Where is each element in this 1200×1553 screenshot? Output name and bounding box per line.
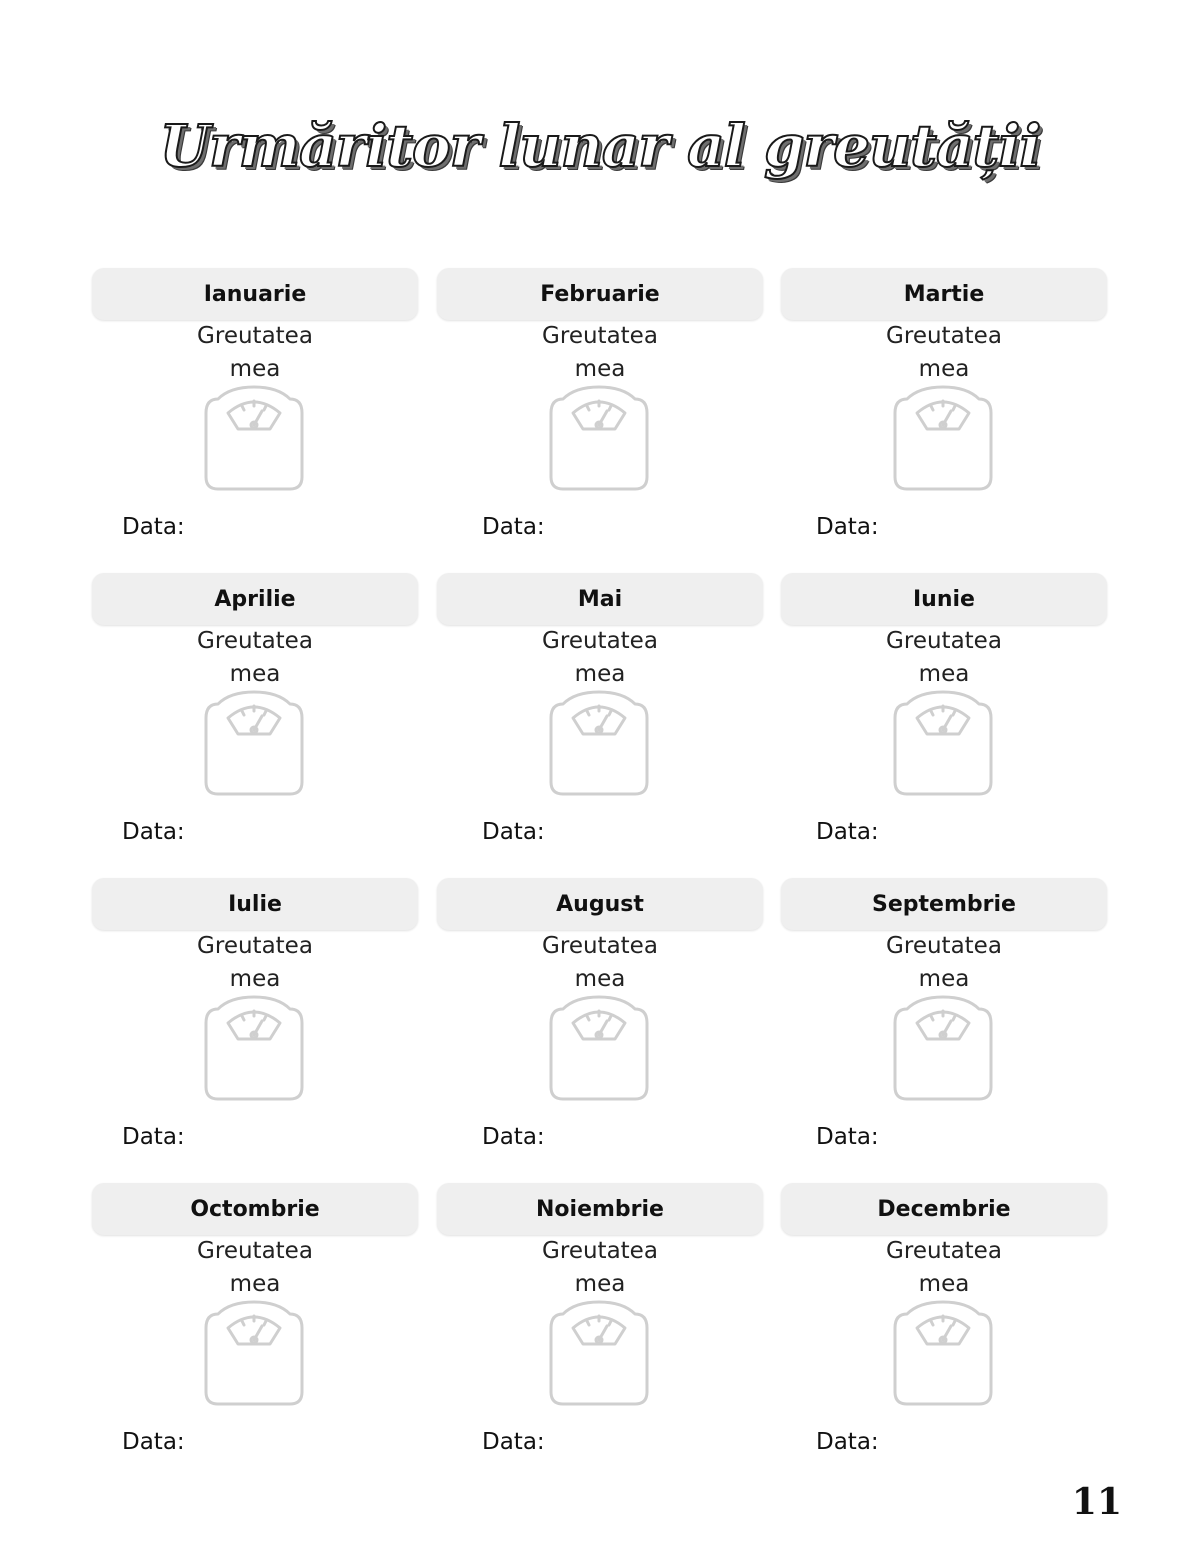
month-header: Aprilie [92, 573, 418, 625]
page-number: 11 [1071, 1481, 1122, 1523]
date-field[interactable]: Data: [482, 819, 545, 845]
month-card [781, 1183, 1111, 1483]
weight-label-line1: Greutatea [542, 628, 658, 654]
weight-label [781, 1235, 1107, 1301]
weight-label-line2: mea [574, 1271, 626, 1297]
date-field[interactable]: Data: [816, 1429, 879, 1455]
weighing-scale-icon [202, 1300, 306, 1406]
month-card [437, 268, 767, 568]
month-header: Iulie [92, 878, 418, 930]
weight-label [781, 320, 1107, 386]
date-field[interactable]: Data: [122, 1124, 185, 1150]
date-field[interactable]: Data: [482, 1429, 545, 1455]
weight-label-line2: mea [229, 1271, 281, 1297]
month-card [781, 573, 1111, 873]
weight-label-line2: mea [574, 356, 626, 382]
month-header: Mai [437, 573, 763, 625]
weight-label [437, 320, 763, 386]
date-field[interactable]: Data: [122, 514, 185, 540]
page-title: Urmăritor lunar al greutății [159, 112, 1041, 180]
month-header: Martie [781, 268, 1107, 320]
weight-label [92, 1235, 418, 1301]
date-field[interactable]: Data: [482, 1124, 545, 1150]
weight-label-line2: mea [918, 356, 970, 382]
month-header: Septembrie [781, 878, 1107, 930]
weight-label [437, 930, 763, 996]
month-header: Februarie [437, 268, 763, 320]
month-card [92, 268, 422, 568]
weight-label [437, 625, 763, 691]
weighing-scale-icon [891, 995, 995, 1101]
weight-label-line2: mea [918, 1271, 970, 1297]
weighing-scale-icon [547, 1300, 651, 1406]
month-card [92, 573, 422, 873]
weighing-scale-icon [891, 690, 995, 796]
month-header: Ianuarie [92, 268, 418, 320]
weight-label-line1: Greutatea [197, 628, 313, 654]
weight-label [92, 930, 418, 996]
weight-label-line1: Greutatea [197, 323, 313, 349]
month-card [781, 268, 1111, 568]
weight-label-line1: Greutatea [886, 1238, 1002, 1264]
weight-label-line1: Greutatea [886, 933, 1002, 959]
month-card [781, 878, 1111, 1178]
weight-label-line1: Greutatea [542, 1238, 658, 1264]
weight-label-line1: Greutatea [197, 933, 313, 959]
date-field[interactable]: Data: [122, 819, 185, 845]
weighing-scale-icon [547, 995, 651, 1101]
weight-label-line2: mea [574, 966, 626, 992]
weighing-scale-icon [891, 1300, 995, 1406]
weight-label-line1: Greutatea [197, 1238, 313, 1264]
weight-label-line2: mea [918, 661, 970, 687]
weighing-scale-icon [202, 385, 306, 491]
month-header: Octombrie [92, 1183, 418, 1235]
month-header: Decembrie [781, 1183, 1107, 1235]
weight-label-line2: mea [229, 356, 281, 382]
month-card [437, 1183, 767, 1483]
date-field[interactable]: Data: [816, 514, 879, 540]
weight-label [437, 1235, 763, 1301]
weight-label-line1: Greutatea [542, 323, 658, 349]
weighing-scale-icon [547, 385, 651, 491]
date-field[interactable]: Data: [482, 514, 545, 540]
weight-label-line2: mea [918, 966, 970, 992]
month-header: August [437, 878, 763, 930]
weight-label-line2: mea [229, 966, 281, 992]
weighing-scale-icon [547, 690, 651, 796]
date-field[interactable]: Data: [816, 1124, 879, 1150]
month-header: Noiembrie [437, 1183, 763, 1235]
weighing-scale-icon [202, 690, 306, 796]
weighing-scale-icon [202, 995, 306, 1101]
date-field[interactable]: Data: [816, 819, 879, 845]
date-field[interactable]: Data: [122, 1429, 185, 1455]
weight-label-line1: Greutatea [886, 628, 1002, 654]
weight-label [781, 625, 1107, 691]
weight-label-line2: mea [229, 661, 281, 687]
month-card [437, 878, 767, 1178]
weight-label [92, 320, 418, 386]
weight-label-line2: mea [574, 661, 626, 687]
weight-label [781, 930, 1107, 996]
month-card [92, 878, 422, 1178]
weight-label [92, 625, 418, 691]
month-header: Iunie [781, 573, 1107, 625]
month-card [437, 573, 767, 873]
weighing-scale-icon [891, 385, 995, 491]
weight-label-line1: Greutatea [542, 933, 658, 959]
month-card [92, 1183, 422, 1483]
weight-label-line1: Greutatea [886, 323, 1002, 349]
